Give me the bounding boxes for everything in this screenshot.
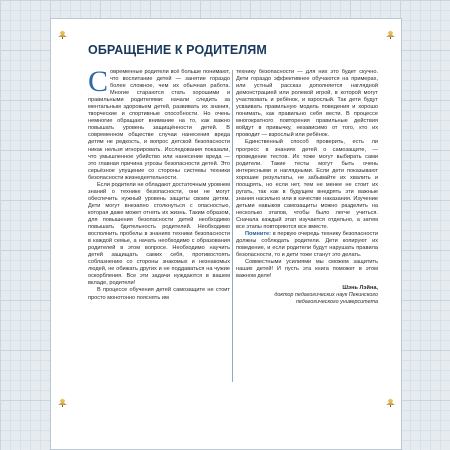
paragraph: В процессе обучения детей самозащите не стоит просто монотонно пояснять им — [88, 287, 230, 301]
pin-icon — [56, 398, 69, 407]
paragraph: технику безопасности — для них это будет скучно. Дети гораздо эффективнее обучаются на примерах, или устный рассказ дополняется наглядной демонстрацией или ролевой игрой, в которой могут участвовать и ребёнок, и взрослый. Так дети будут усваивать правильную модель поведения и хорошо понимать, как правильно себя вести. В процессе многократного повторения правильные действия войдут в привычку, независимо от того, кто их проводит — взрослый или ребёнок. — [236, 69, 378, 139]
paragraph: Единственный способ проверить, есть ли прогресс в знаниях детей о самозащите, — проведение тестов. Их тоже могут выбирать сами родители. Такие тесты могут быть очень интересными и наглядными. Если дети показывают хорошие результаты, не забывайте их хвалить и поощрять, но если нет, тем не менее не стоит их ругать, так как в будущем внедрять эти важные знания насильно или в качестве наказания. Изучение детьми навыков самозащиты можно разделить на несколько этапов, чтобы было легче учиться. Сначала каждый этап изучается отдельно, а затем все этапы повторяются все вместе. — [236, 139, 378, 231]
remember-label: Помните: — [245, 231, 272, 238]
column-divider — [232, 70, 233, 382]
right-column — [236, 69, 378, 389]
closing-paragraph: Совместными усилиями мы сможем защитить наших детей! И пусть эта книга поможет в этом важном деле! — [236, 259, 378, 280]
paragraph: Если родители не обладают достаточным уровнем знаний о технике безопасности, они не могут обеспечить нужный уровень защиты своим детям. Дети могут внезапно столкнуться с опасностью, которая даже может отнять их жизнь. Таким образом, для повышения безопасности детей необходимо повышать бдительность родителей. Необходимо восполнить пробелы в знаниях техники безопасности в каждой семье, а начать необходимо с образования родителей в этом вопросе. Необходимо научить детей защищать самих себя, противостоять соблазнению со стороны знакомых и незнакомых людей, не обижать других и не поддаваться на чужие оскорбления. Все эти задачи нуждаются в вашем вкладе, родители! — [88, 181, 230, 287]
pin-icon — [56, 30, 69, 39]
author-name: Шэнь Лэйна, — [342, 285, 378, 292]
left-column — [88, 69, 230, 389]
remember-paragraph — [236, 231, 378, 259]
pin-icon — [384, 398, 397, 407]
paragraph-text: овременные родители всё больше понимают, что воспитание детей — занятие гораздо более сложное, чем их обычная работа. Многие стараются стать хорошими и правильными родителями: начали следить за ментальным здоровьем детей, развивать их знания, творческие и спортивные способности. Но очень немногие обращают внимание на то, как важно повышать уровень защищённости детей. В современном обществе случаи нанесения вреда детям не редкость, и вопрос детской безопасности никак нельзя игнорировать. Исследования показали, что умышленное убийство или нанесение вреда — это главная причина угрозы безопасности детей. Это серьёзное упущение со стороны системы техники безопасности жизнедеятельности. — [88, 69, 230, 181]
dropcap: С — [88, 69, 109, 98]
paragraph-intro — [88, 69, 230, 182]
pin-icon — [384, 30, 397, 39]
page-title: ОБРАЩЕНИЕ К РОДИТЕЛЯМ — [88, 43, 267, 57]
remember-text: в первую очередь технику безопасности должны соблюдать родители. Дети копируют их поведение, и если родители будут нарушать правила безопасности, то и дети тоже станут это делать. — [236, 231, 378, 259]
author-role: доктор педагогических наук Пекинского педагогического университета — [274, 292, 378, 306]
